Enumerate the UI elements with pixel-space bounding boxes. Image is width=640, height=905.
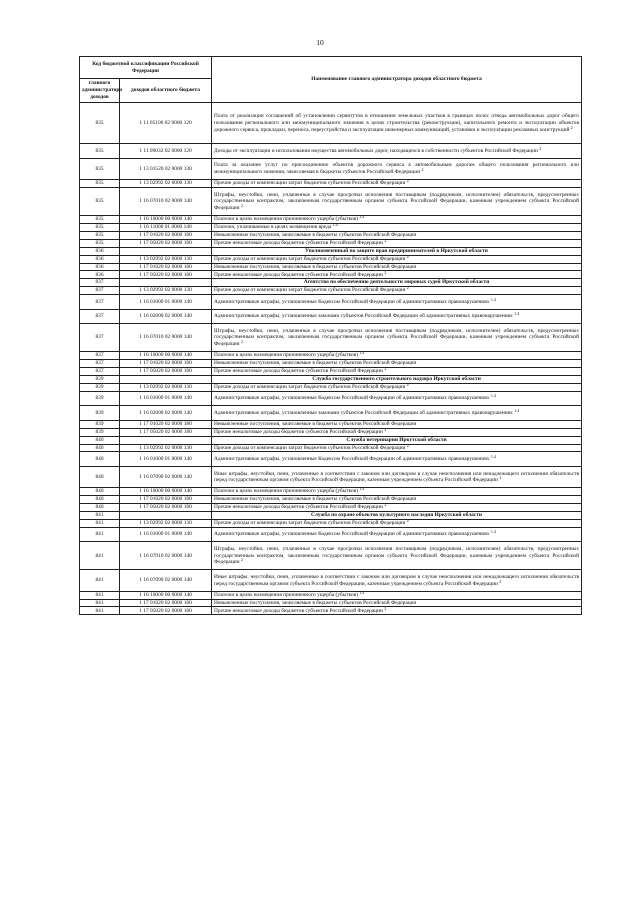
revenue-name-text: Административные штрафы, установленные Кодексом Российской Федерации об административных правонарушениях [214,531,490,538]
footnote-marker: 2 [240,339,243,345]
table-row [80,224,582,232]
table-row [80,519,582,527]
kbk-code-cell: 1 17 05020 02 0000 180 [120,428,212,436]
revenue-name-text: Административные штрафы, установленные законами субъектов Российской Федерации об административных правонарушениях [214,409,513,416]
admin-code-cell: 836 [80,271,120,279]
footnote-marker: 2 [570,124,573,130]
revenue-name-text: Административные штрафы, установленные Кодексом Российской Федерации об административных правонарушениях [214,455,490,462]
table-row [80,158,582,179]
kbk-code-cell: 1 13 02992 02 0000 130 [120,255,212,263]
revenue-name-cell [212,391,582,406]
admin-code-cell: 841 [80,542,120,570]
table-row [80,428,582,436]
table-row [80,406,582,421]
footnote-marker: 1,4 [359,350,365,356]
admin-code-cell: 837 [80,287,120,295]
revenue-name-text: Невыясненные поступления, зачисляемые в бюджеты субъектов Российской Федерации [214,232,417,239]
section-row [80,279,582,287]
kbk-code-cell: 1 16 10000 00 0000 140 [120,216,212,224]
admin-code-cell: 841 [80,599,120,607]
kbk-code-cell: 1 16 07090 02 0000 140 [120,570,212,591]
revenue-name-text: Служба государственного строительного надзора Иркутской области [312,376,481,383]
kbk-code-cell: 1 16 01000 01 0000 140 [120,452,212,467]
admin-code-cell: 836 [80,263,120,271]
revenue-name-text: Невыясненные поступления, зачисляемые в бюджеты субъектов Российской Федерации [214,263,417,270]
admin-code-cell: 835 [80,103,120,144]
admin-code-cell: 837 [80,368,120,376]
section-row [80,512,582,520]
section-row [80,436,582,444]
revenue-name-text: Административные штрафы, установленные Кодексом Российской Федерации об административных правонарушениях [214,395,490,402]
revenue-name-text: Штрафы, неустойки, пени, уплаченные в случае просрочки исполнения поставщиком (подрядчиком, исполнителем) обязательств, предусмотренных государственным контрактом, заключенным государственным органом субъекта Российской Федерации, казенным учреждением субъекта Российской Федерации [214,545,580,566]
admin-code-cell: 840 [80,467,120,488]
revenue-name-cell [212,420,582,428]
table-row [80,444,582,452]
table-row [80,542,582,570]
table-row [80,188,582,216]
revenue-name-cell [212,452,582,467]
table-row [80,309,582,324]
administrator-name-cell [212,279,582,287]
admin-code-cell: 835 [80,216,120,224]
revenue-name-cell [212,324,582,352]
section-row [80,375,582,383]
revenue-name-text: Платежи в целях возмещения причиненного ущерба (убытков) [214,488,359,495]
table-row [80,599,582,607]
kbk-code-cell: 1 16 01000 01 0000 140 [120,527,212,542]
kbk-code-cell: 1 13 01520 02 0000 130 [120,158,212,179]
revenue-name-cell [212,103,582,144]
revenue-name-cell [212,180,582,188]
revenue-name-text: Агентство по обеспечению деятельности мировых судей Иркутской области [303,279,490,286]
revenue-name-text: Платежи, уплачиваемые в целях возмещения вреда [214,224,332,231]
table-row [80,383,582,391]
page-number: 10 [316,38,324,47]
admin-code-cell: 841 [80,607,120,615]
kbk-code-cell: 1 17 05020 02 0000 180 [120,607,212,615]
kbk-code-cell: 1 11 09032 02 0000 120 [120,144,212,159]
admin-code-cell: 837 [80,352,120,360]
table-row [80,180,582,188]
kbk-code-cell [120,247,212,255]
admin-code-cell: 839 [80,428,120,436]
revenue-name-cell [212,287,582,295]
kbk-code-cell: 1 16 10000 00 0000 140 [120,591,212,599]
kbk-code-cell: 1 16 07010 02 0000 140 [120,324,212,352]
table-row [80,352,582,360]
footnote-marker: 2 [384,366,387,372]
footnote-marker: 1,4 [359,589,365,595]
kbk-code-cell: 1 16 07010 02 0000 140 [120,542,212,570]
revenue-name-cell [212,444,582,452]
footnote-marker: 2 [384,426,387,432]
kbk-code-cell: 1 17 01020 02 0000 180 [120,420,212,428]
table-row [80,391,582,406]
revenue-name-cell [212,428,582,436]
revenue-name-cell [212,527,582,542]
footnote-marker: 2 [499,475,502,481]
kbk-code-cell: 1 17 01020 02 0000 180 [120,599,212,607]
header-admin-code: главного администратора доходов [80,79,120,103]
footnote-marker: 1,4 [490,296,496,302]
table-row [80,452,582,467]
revenue-name-text: Платежи в целях возмещения причиненного ущерба (убытков) [214,216,359,223]
kbk-code-cell [120,436,212,444]
footnote-marker: 2 [406,285,409,291]
table-row [80,467,582,488]
admin-code-cell: 839 [80,406,120,421]
revenue-name-text: Прочие доходы от компенсации затрат бюджетов субъектов Российской Федерации [214,520,406,527]
revenue-name-cell [212,519,582,527]
footnote-marker: 2 [406,253,409,259]
footnote-marker: 3,4 [359,214,365,220]
table-row [80,504,582,512]
footnote-marker: 2 [421,167,424,173]
footnote-marker: 1,4 [332,222,338,228]
table-row [80,420,582,428]
revenue-name-text: Штрафы, неустойки, пени, уплаченные в случае просрочки исполнения поставщиком (подрядчиком, исполнителем) обязательств, предусмотренных государственным контрактом, заключенным государственным органом субъекта Российской Федерации, казенным учреждением субъекта Российской Федерации [214,191,580,212]
administrator-name-cell [212,436,582,444]
table-row [80,570,582,591]
footnote-marker: 1,4 [490,529,496,535]
revenue-name-cell [212,231,582,239]
admin-code-cell: 835 [80,231,120,239]
kbk-code-cell: 1 13 02992 02 0000 130 [120,519,212,527]
kbk-code-cell: 1 13 02992 02 0000 130 [120,180,212,188]
table-row [80,488,582,496]
admin-code-cell: 836 [80,247,120,255]
revenue-name-text: Прочие доходы от компенсации затрат бюджетов субъектов Российской Федерации [214,255,406,262]
admin-code-cell: 837 [80,279,120,287]
revenue-name-cell [212,239,582,247]
admin-code-cell: 840 [80,436,120,444]
administrator-name-cell [212,512,582,520]
admin-code-cell: 837 [80,360,120,368]
kbk-code-cell: 1 17 01020 02 0000 180 [120,496,212,504]
table-row [80,324,582,352]
kbk-code-cell: 1 17 01020 02 0000 180 [120,360,212,368]
revenue-name-text: Невыясненные поступления, зачисляемые в бюджеты субъектов Российской Федерации [214,421,417,427]
revenue-name-cell [212,271,582,279]
admin-code-cell: 835 [80,158,120,179]
table-body [80,103,582,615]
revenue-name-cell [212,383,582,391]
kbk-code-cell: 1 16 02000 02 0000 140 [120,309,212,324]
footnote-marker: 1,4 [490,393,496,399]
revenue-name-cell [212,255,582,263]
header-code-group: Код бюджетной классификации Российской Федерации [80,57,212,79]
revenue-name-text: Административные штрафы, установленные Кодексом Российской Федерации об административных правонарушениях [214,298,490,305]
revenue-name-cell [212,467,582,488]
kbk-code-cell: 1 13 02992 02 0000 130 [120,287,212,295]
revenue-name-text: Прочие неналоговые доходы бюджетов субъектов Российской Федерации [214,428,383,435]
table-row [80,271,582,279]
table-row [80,496,582,504]
footnote-marker: 1,4 [490,453,496,459]
table-row [80,103,582,144]
kbk-code-cell: 1 13 02992 02 0000 130 [120,383,212,391]
admin-code-cell: 839 [80,391,120,406]
admin-code-cell: 840 [80,488,120,496]
kbk-code-cell: 1 17 01020 02 0000 180 [120,263,212,271]
revenue-name-text: Штрафы, неустойки, пени, уплаченные в случае просрочки исполнения поставщиком (подрядчиком, исполнителем) обязательств, предусмотренных государственным контрактом, заключенным государственным органом субъекта Российской Федерации, казенным учреждением субъекта Российской Федерации [214,327,580,348]
revenue-name-cell [212,488,582,496]
kbk-code-cell: 1 16 11000 01 0000 140 [120,224,212,232]
revenue-name-text: Невыясненные поступления, зачисляемые в бюджеты субъектов Российской Федерации [214,360,417,367]
table-row [80,607,582,615]
revenue-name-text: Плата за оказание услуг по присоединению объектов дорожного сервиса к автомобильным дорогам общего пользования регионального или межмуниципального значения, зачисляемая в бюджеты субъектов Российской Федерации [214,162,580,176]
revenue-name-text: Платежи в целях возмещения причиненного ущерба (убытков) [214,352,359,359]
kbk-code-cell [120,512,212,520]
revenue-name-cell [212,216,582,224]
kbk-code-cell: 1 16 10000 00 0000 140 [120,352,212,360]
admin-code-cell: 837 [80,295,120,310]
revenue-name-text: Административные штрафы, установленные законами субъектов Российской Федерации об административных правонарушениях [214,313,513,320]
admin-code-cell: 835 [80,224,120,232]
section-row [80,247,582,255]
table-row [80,295,582,310]
admin-code-cell: 840 [80,496,120,504]
footnote-marker: 2 [384,605,387,611]
revenue-name-cell [212,496,582,504]
revenue-name-text: Прочие доходы от компенсации затрат бюджетов субъектов Российской Федерации [214,444,406,451]
footnote-marker: 2 [406,518,409,524]
table-row [80,239,582,247]
admin-code-cell: 841 [80,527,120,542]
admin-code-cell: 840 [80,504,120,512]
budget-revenue-table [79,56,582,615]
revenue-name-cell [212,599,582,607]
admin-code-cell: 840 [80,444,120,452]
table-row [80,591,582,599]
revenue-name-text: Прочие доходы от компенсации затрат бюджетов субъектов Российской Федерации [214,383,406,390]
footnote-marker: 1,4 [359,486,365,492]
kbk-code-cell: 1 16 07090 02 0000 140 [120,467,212,488]
administrator-name-cell [212,375,582,383]
admin-code-cell: 835 [80,180,120,188]
admin-code-cell: 841 [80,570,120,591]
header-kbk-code: доходов областного бюджета [120,79,212,103]
revenue-name-cell [212,224,582,232]
admin-code-cell: 839 [80,375,120,383]
revenue-name-text: Уполномоченный по защите прав предпринимателей в Иркутской области [305,247,488,254]
admin-code-cell: 839 [80,383,120,391]
revenue-name-text: Прочие неналоговые доходы бюджетов субъектов Российской Федерации [214,368,383,375]
revenue-name-text: Прочие доходы от компенсации затрат бюджетов субъектов Российской Федерации [214,180,406,187]
kbk-code-cell: 1 17 01020 02 0000 180 [120,231,212,239]
footnote-marker: 2 [384,502,387,508]
revenue-name-cell [212,158,582,179]
footnote-marker: 2 [384,269,387,275]
kbk-code-cell: 1 16 02000 02 0000 140 [120,406,212,421]
kbk-code-cell: 1 17 05020 02 0000 180 [120,368,212,376]
table-row [80,287,582,295]
revenue-name-cell [212,542,582,570]
revenue-name-text: Прочие неналоговые доходы бюджетов субъектов Российской Федерации [214,239,383,246]
kbk-code-cell: 1 17 05020 02 0000 180 [120,239,212,247]
revenue-name-cell [212,352,582,360]
kbk-code-cell: 1 17 05020 02 0000 180 [120,504,212,512]
revenue-name-text: Прочие доходы от компенсации затрат бюджетов субъектов Российской Федерации [214,287,406,294]
kbk-code-cell: 1 11 05100 02 0000 120 [120,103,212,144]
admin-code-cell: 839 [80,420,120,428]
revenue-name-text: Служба ветеринарии Иркутской области [346,436,447,443]
kbk-code-cell: 1 13 02992 02 0000 130 [120,444,212,452]
footnote-marker: 2 [539,145,542,151]
revenue-name-text: Плата от реализации соглашений об установлении сервитутов в отношении земельных участков в границах полос отвода автомобильных дорог общего пользования регионального или межмуниципального значения в целях строительства (реконструкции), капитального ремонта и эксплуатации объектов дорожного сервиса, прокладки, переноса, переустройства и эксплуатации инженерных коммуникаций, установки и эксплуатации рекламных конструкций [214,113,580,133]
revenue-name-cell [212,504,582,512]
revenue-name-text: Прочие неналоговые доходы бюджетов субъектов Российской Федерации [214,271,383,278]
table-row [80,263,582,271]
revenue-name-cell [212,144,582,159]
revenue-name-text: Невыясненные поступления, зачисляемые в бюджеты субъектов Российской Федерации [214,496,417,503]
revenue-name-cell [212,295,582,310]
revenue-name-cell [212,591,582,599]
revenue-name-text: Иные штрафы, неустойки, пени, уплаченные в соответствии с законом или договором в случае неисполнения или ненадлежащего исполнения обязательств перед государственным органом субъекта Российской Федерации, казенным учреждением субъекта Российской Федерации [214,573,580,587]
footnote-marker: 2 [240,557,243,563]
admin-code-cell: 837 [80,324,120,352]
table-row [80,144,582,159]
admin-code-cell: 835 [80,239,120,247]
revenue-name-text: Платежи в целях возмещения причиненного ущерба (убытков) [214,591,359,598]
revenue-name-cell [212,570,582,591]
kbk-code-cell: 1 17 05020 02 0000 180 [120,271,212,279]
admin-code-cell: 841 [80,512,120,520]
table-row [80,255,582,263]
revenue-name-cell [212,360,582,368]
administrator-name-cell [212,247,582,255]
admin-code-cell: 837 [80,309,120,324]
footnote-marker: 1,4 [514,311,520,317]
table-row [80,527,582,542]
revenue-name-cell [212,188,582,216]
table-row [80,231,582,239]
revenue-name-cell [212,406,582,421]
footnote-marker: 2 [406,178,409,184]
kbk-code-cell: 1 16 07010 02 0000 140 [120,188,212,216]
revenue-name-cell [212,607,582,615]
footnote-marker: 2 [499,578,502,584]
footnote-marker: 2 [240,203,243,209]
revenue-name-text: Прочие неналоговые доходы бюджетов субъектов Российской Федерации [214,504,383,511]
table-row [80,368,582,376]
admin-code-cell: 841 [80,591,120,599]
revenue-name-cell [212,309,582,324]
header-name: Наименование главного администратора доходов областного бюджета [212,57,582,103]
revenue-name-text: Невыясненные поступления, зачисляемые в бюджеты субъектов Российской Федерации [214,599,417,606]
footnote-marker: 1,4 [514,407,520,413]
footnote-marker: 2 [384,237,387,243]
kbk-code-cell [120,279,212,287]
revenue-name-text: Доходы от эксплуатации и использования имущества автомобильных дорог, находящихся в собственности субъектов Российской Федерации [214,147,538,154]
admin-code-cell: 836 [80,255,120,263]
kbk-code-cell: 1 16 01000 01 0000 140 [120,391,212,406]
revenue-name-cell [212,263,582,271]
kbk-code-cell [120,375,212,383]
admin-code-cell: 835 [80,144,120,159]
footnote-marker: 2 [406,381,409,387]
kbk-code-cell: 1 16 10000 00 0000 140 [120,488,212,496]
footnote-marker: 2 [406,442,409,448]
table-header [80,57,582,103]
admin-code-cell: 840 [80,452,120,467]
admin-code-cell: 835 [80,188,120,216]
revenue-name-text: Прочие неналоговые доходы бюджетов субъектов Российской Федерации [214,607,383,614]
kbk-code-cell: 1 16 01000 01 0000 140 [120,295,212,310]
table-row [80,216,582,224]
admin-code-cell: 841 [80,519,120,527]
table-row [80,360,582,368]
revenue-name-text: Иные штрафы, неустойки, пени, уплаченные в соответствии с законом или договором в случае неисполнения или ненадлежащего исполнения обязательств перед государственным органом субъекта Российской Федерации, казенным учреждением субъекта Российской Федерации [214,470,580,484]
revenue-name-cell [212,368,582,376]
revenue-name-text: Служба по охране объектов культурного наследия Иркутской области [311,512,483,519]
